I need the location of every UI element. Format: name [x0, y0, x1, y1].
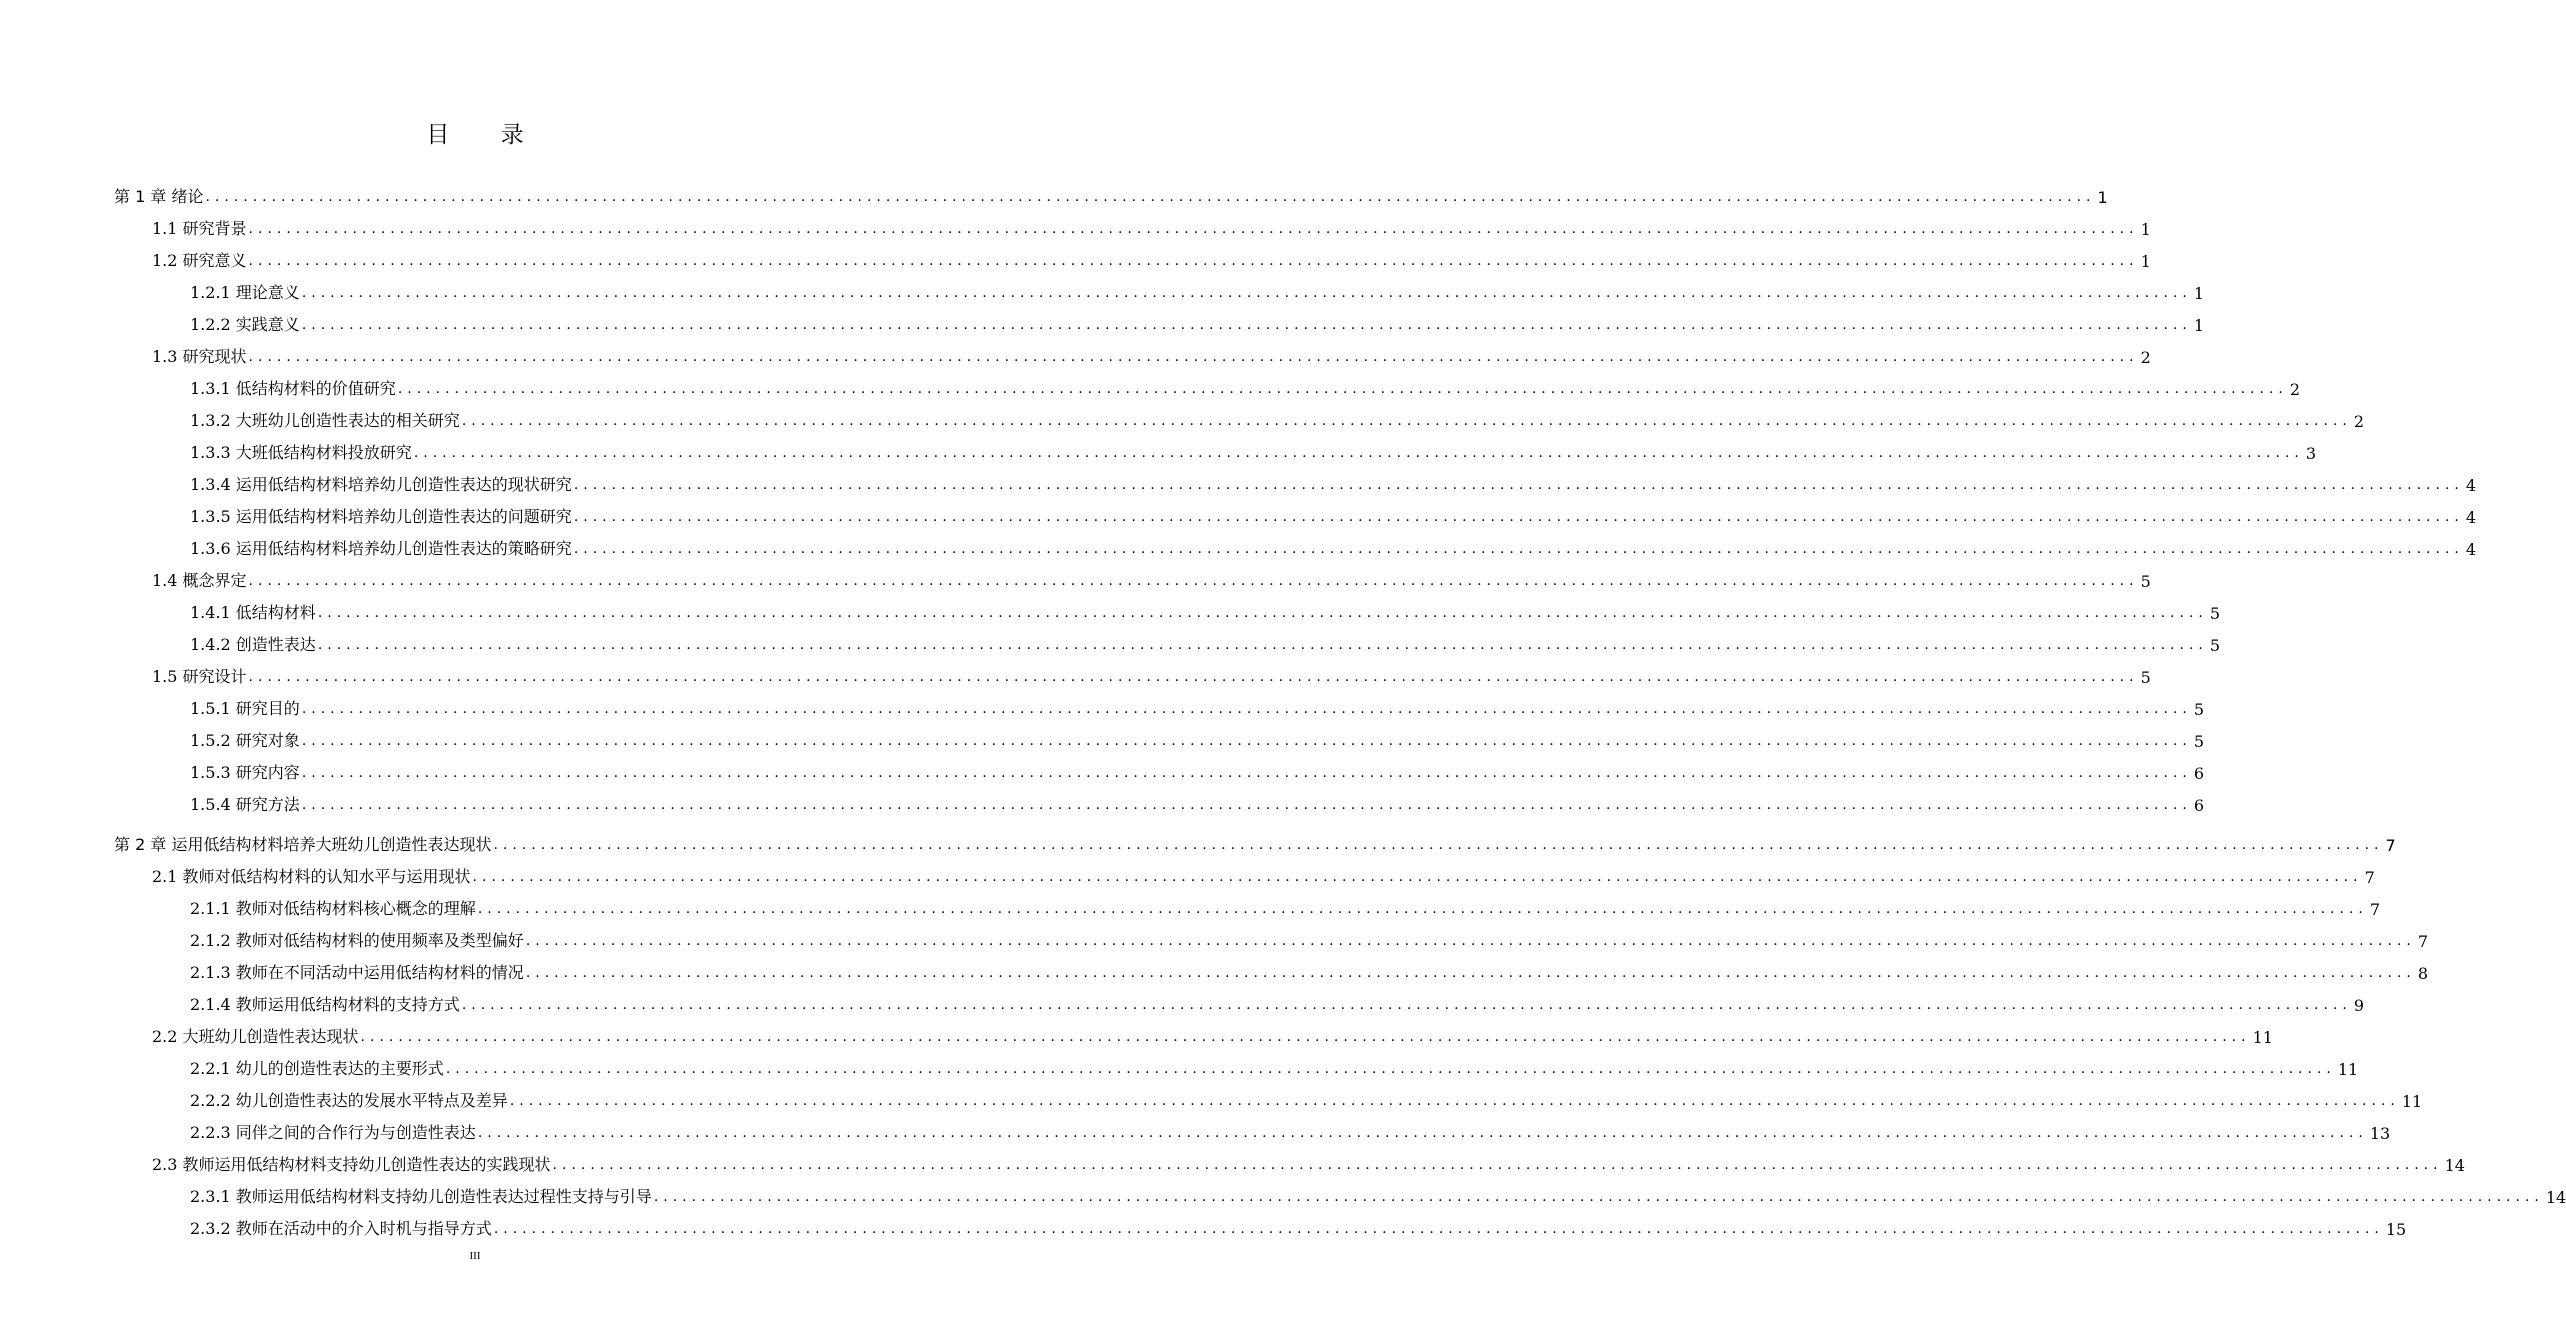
toc-page-number: 14 — [2545, 1188, 2566, 1207]
toc-leader-dots: ........................................................................................................................................................................................................ — [248, 349, 2139, 365]
toc-entry-label: 2.2.1 幼儿的创造性表达的主要形式 — [190, 1059, 444, 1078]
toc-page-number: 1 — [2193, 316, 2205, 335]
toc-entry-label: 1.3.2 大班幼儿创造性表达的相关研究 — [190, 411, 460, 430]
toc-leader-dots: ........................................................................................................................................................................................................ — [509, 1093, 2400, 1109]
toc-entry[interactable] — [152, 567, 2151, 591]
toc-leader-dots: ........................................................................................................................................................................................................ — [573, 509, 2464, 525]
toc-entry[interactable] — [190, 927, 2429, 951]
toc-entry-label: 1.5.1 研究目的 — [190, 699, 300, 718]
toc-entry-label: 1.3.5 运用低结构材料培养幼儿创造性表达的问题研究 — [190, 507, 572, 526]
toc-entry-label: 2.1.3 教师在不同活动中运用低结构材料的情况 — [190, 963, 524, 982]
toc-entry-label: 1.3.4 运用低结构材料培养幼儿创造性表达的现状研究 — [190, 475, 572, 494]
toc-entry-label: 1.3.6 运用低结构材料培养幼儿创造性表达的策略研究 — [190, 539, 572, 558]
toc-page-number: 2 — [2289, 380, 2301, 399]
toc-leader-dots: ........................................................................................................................................................................................................ — [205, 189, 2096, 205]
toc-entry-label: 2.3 教师运用低结构材料支持幼儿创造性表达的实践现状 — [152, 1155, 551, 1174]
toc-page-number: 7 — [2385, 836, 2396, 855]
toc-page-number: 13 — [2369, 1124, 2391, 1143]
toc-entry-label: 第 1 章 绪论 — [114, 187, 204, 206]
toc-entry-label: 2.2.3 同伴之间的合作行为与创造性表达 — [190, 1123, 476, 1142]
page-number-footer: III — [469, 1250, 481, 1262]
toc-page-number: 1 — [2193, 284, 2205, 303]
toc-leader-dots: ........................................................................................................................................................................................................ — [573, 541, 2464, 557]
toc-page-number: 11 — [2401, 1092, 2423, 1111]
toc-leader-dots: ........................................................................................................................................................................................................ — [552, 1157, 2443, 1173]
toc-entry-label: 2.1.1 教师对低结构材料核心概念的理解 — [190, 899, 476, 918]
toc-leader-dots: ........................................................................................................................................................................................................ — [301, 701, 2192, 717]
toc-page-number: 2 — [2353, 412, 2365, 431]
toc-page-number: 4 — [2465, 508, 2477, 527]
toc-leader-dots: ........................................................................................................................................................................................................ — [445, 1061, 2336, 1077]
toc-leader-dots: ........................................................................................................................................................................................................ — [248, 573, 2139, 589]
toc-entry[interactable] — [190, 991, 2365, 1015]
toc-page-number: 1 — [2140, 220, 2151, 239]
toc-entry[interactable] — [190, 791, 2205, 815]
toc-entry[interactable] — [190, 1183, 2566, 1207]
toc-page-number: 6 — [2193, 764, 2205, 783]
toc-leader-dots: ........................................................................................................................................................................................................ — [317, 605, 2208, 621]
toc-page-number: 5 — [2209, 604, 2221, 623]
toc-entry[interactable] — [190, 439, 2317, 463]
toc-entry-label: 1.5.2 研究对象 — [190, 731, 300, 750]
toc-entry[interactable] — [190, 1087, 2423, 1111]
toc-page-number: 14 — [2444, 1156, 2465, 1175]
toc-entry-label: 1.5 研究设计 — [152, 667, 247, 686]
toc-leader-dots: ........................................................................................................................................................................................................ — [653, 1189, 2544, 1205]
toc-leader-dots: ........................................................................................................................................................................................................ — [472, 869, 2363, 885]
toc-entry-label: 1.2.1 理论意义 — [190, 283, 300, 302]
toc-entry[interactable] — [152, 663, 2151, 687]
toc-page-number: 5 — [2193, 700, 2205, 719]
toc-entry[interactable] — [190, 471, 2477, 495]
toc-page-number: 8 — [2417, 964, 2429, 983]
page-title: 目 录 — [426, 122, 546, 148]
toc-page-number: 4 — [2465, 476, 2477, 495]
toc-entry-label: 2.1.4 教师运用低结构材料的支持方式 — [190, 995, 460, 1014]
toc-entry[interactable] — [190, 1119, 2391, 1143]
toc-leader-dots: ........................................................................................................................................................................................................ — [301, 285, 2192, 301]
toc-entry-label: 1.3.1 低结构材料的价值研究 — [190, 379, 396, 398]
toc-entry-label: 2.3.2 教师在活动中的介入时机与指导方式 — [190, 1219, 492, 1238]
toc-entry[interactable] — [152, 1023, 2273, 1047]
toc-leader-dots: ........................................................................................................................................................................................................ — [413, 445, 2304, 461]
toc-page-number: 5 — [2209, 636, 2221, 655]
toc-entry-label: 第 2 章 运用低结构材料培养大班幼儿创造性表达现状 — [114, 835, 492, 854]
toc-leader-dots: ........................................................................................................................................................................................................ — [301, 317, 2192, 333]
toc-chapter-entry[interactable] — [114, 183, 2108, 207]
toc-entry[interactable] — [190, 1215, 2407, 1239]
toc-page-number: 11 — [2252, 1028, 2273, 1047]
toc-leader-dots: ........................................................................................................................................................................................................ — [248, 669, 2139, 685]
toc-entry[interactable] — [190, 375, 2301, 399]
toc-entry[interactable] — [190, 727, 2205, 751]
toc-entry[interactable] — [190, 695, 2205, 719]
toc-page-number: 15 — [2385, 1220, 2407, 1239]
toc-leader-dots: ........................................................................................................................................................................................................ — [360, 1029, 2251, 1045]
toc-entry[interactable] — [190, 1055, 2359, 1079]
toc-entry[interactable] — [152, 343, 2151, 367]
toc-leader-dots: ........................................................................................................................................................................................................ — [397, 381, 2288, 397]
toc-leader-dots: ........................................................................................................................................................................................................ — [477, 901, 2368, 917]
toc-page-number: 5 — [2140, 668, 2151, 687]
toc-leader-dots: ........................................................................................................................................................................................................ — [525, 933, 2416, 949]
toc-entry-label: 2.1 教师对低结构材料的认知水平与运用现状 — [152, 867, 471, 886]
toc-entry[interactable] — [152, 215, 2151, 239]
toc-entry-label: 1.5.3 研究内容 — [190, 763, 300, 782]
toc-entry-label: 2.2.2 幼儿创造性表达的发展水平特点及差异 — [190, 1091, 508, 1110]
toc-entry-label: 1.1 研究背景 — [152, 219, 247, 238]
toc-entry-label: 1.2.2 实践意义 — [190, 315, 300, 334]
toc-leader-dots: ........................................................................................................................................................................................................ — [461, 413, 2352, 429]
toc-page-number: 7 — [2364, 868, 2375, 887]
toc-page-number: 2 — [2140, 348, 2151, 367]
toc-page-number: 7 — [2417, 932, 2429, 951]
toc-entry[interactable] — [190, 895, 2381, 919]
toc-entry[interactable] — [190, 407, 2365, 431]
toc-leader-dots: ........................................................................................................................................................................................................ — [317, 637, 2208, 653]
toc-entry-label: 2.2 大班幼儿创造性表达现状 — [152, 1027, 359, 1046]
toc-leader-dots: ........................................................................................................................................................................................................ — [301, 733, 2192, 749]
toc-entry[interactable] — [190, 535, 2477, 559]
toc-entry-label: 2.1.2 教师对低结构材料的使用频率及类型偏好 — [190, 931, 524, 950]
toc-leader-dots: ........................................................................................................................................................................................................ — [248, 221, 2139, 237]
toc-entry[interactable] — [190, 279, 2205, 303]
toc-entry[interactable] — [152, 247, 2151, 271]
toc-entry[interactable] — [190, 759, 2205, 783]
toc-leader-dots: ........................................................................................................................................................................................................ — [493, 837, 2384, 853]
toc-leader-dots: ........................................................................................................................................................................................................ — [301, 765, 2192, 781]
toc-leader-dots: ........................................................................................................................................................................................................ — [461, 997, 2352, 1013]
toc-entry[interactable] — [152, 1151, 2465, 1175]
toc-entry-label: 1.4.1 低结构材料 — [190, 603, 316, 622]
toc-entry[interactable] — [152, 863, 2375, 887]
toc-page-number: 1 — [2097, 188, 2108, 207]
toc-entry[interactable] — [190, 599, 2221, 623]
toc-page-number: 7 — [2369, 900, 2381, 919]
toc-leader-dots: ........................................................................................................................................................................................................ — [493, 1221, 2384, 1237]
toc-page-number: 6 — [2193, 796, 2205, 815]
toc-entry-label: 2.3.1 教师运用低结构材料支持幼儿创造性表达过程性支持与引导 — [190, 1187, 652, 1206]
toc-leader-dots: ........................................................................................................................................................................................................ — [477, 1125, 2368, 1141]
toc-entry[interactable] — [190, 311, 2205, 335]
toc-entry-label: 1.4 概念界定 — [152, 571, 247, 590]
toc-page-number: 11 — [2337, 1060, 2359, 1079]
toc-chapter-entry[interactable] — [114, 831, 2396, 855]
toc-page-number: 9 — [2353, 996, 2365, 1015]
toc-leader-dots: ........................................................................................................................................................................................................ — [248, 253, 2139, 269]
toc-page-number: 5 — [2193, 732, 2205, 751]
toc-page-number: 4 — [2465, 540, 2477, 559]
toc-entry-label: 1.3 研究现状 — [152, 347, 247, 366]
toc-entry-label: 1.3.3 大班低结构材料投放研究 — [190, 443, 412, 462]
toc-entry[interactable] — [190, 959, 2429, 983]
toc-leader-dots: ........................................................................................................................................................................................................ — [525, 965, 2416, 981]
toc-page-number: 1 — [2140, 252, 2151, 271]
toc-entry-label: 1.5.4 研究方法 — [190, 795, 300, 814]
toc-entry-label: 1.2 研究意义 — [152, 251, 247, 270]
toc-entry[interactable] — [190, 503, 2477, 527]
toc-page-number: 3 — [2305, 444, 2317, 463]
toc-leader-dots: ........................................................................................................................................................................................................ — [301, 797, 2192, 813]
toc-leader-dots: ........................................................................................................................................................................................................ — [573, 477, 2464, 493]
toc-page-number: 5 — [2140, 572, 2151, 591]
toc-entry[interactable] — [190, 631, 2221, 655]
toc-entry-label: 1.4.2 创造性表达 — [190, 635, 316, 654]
